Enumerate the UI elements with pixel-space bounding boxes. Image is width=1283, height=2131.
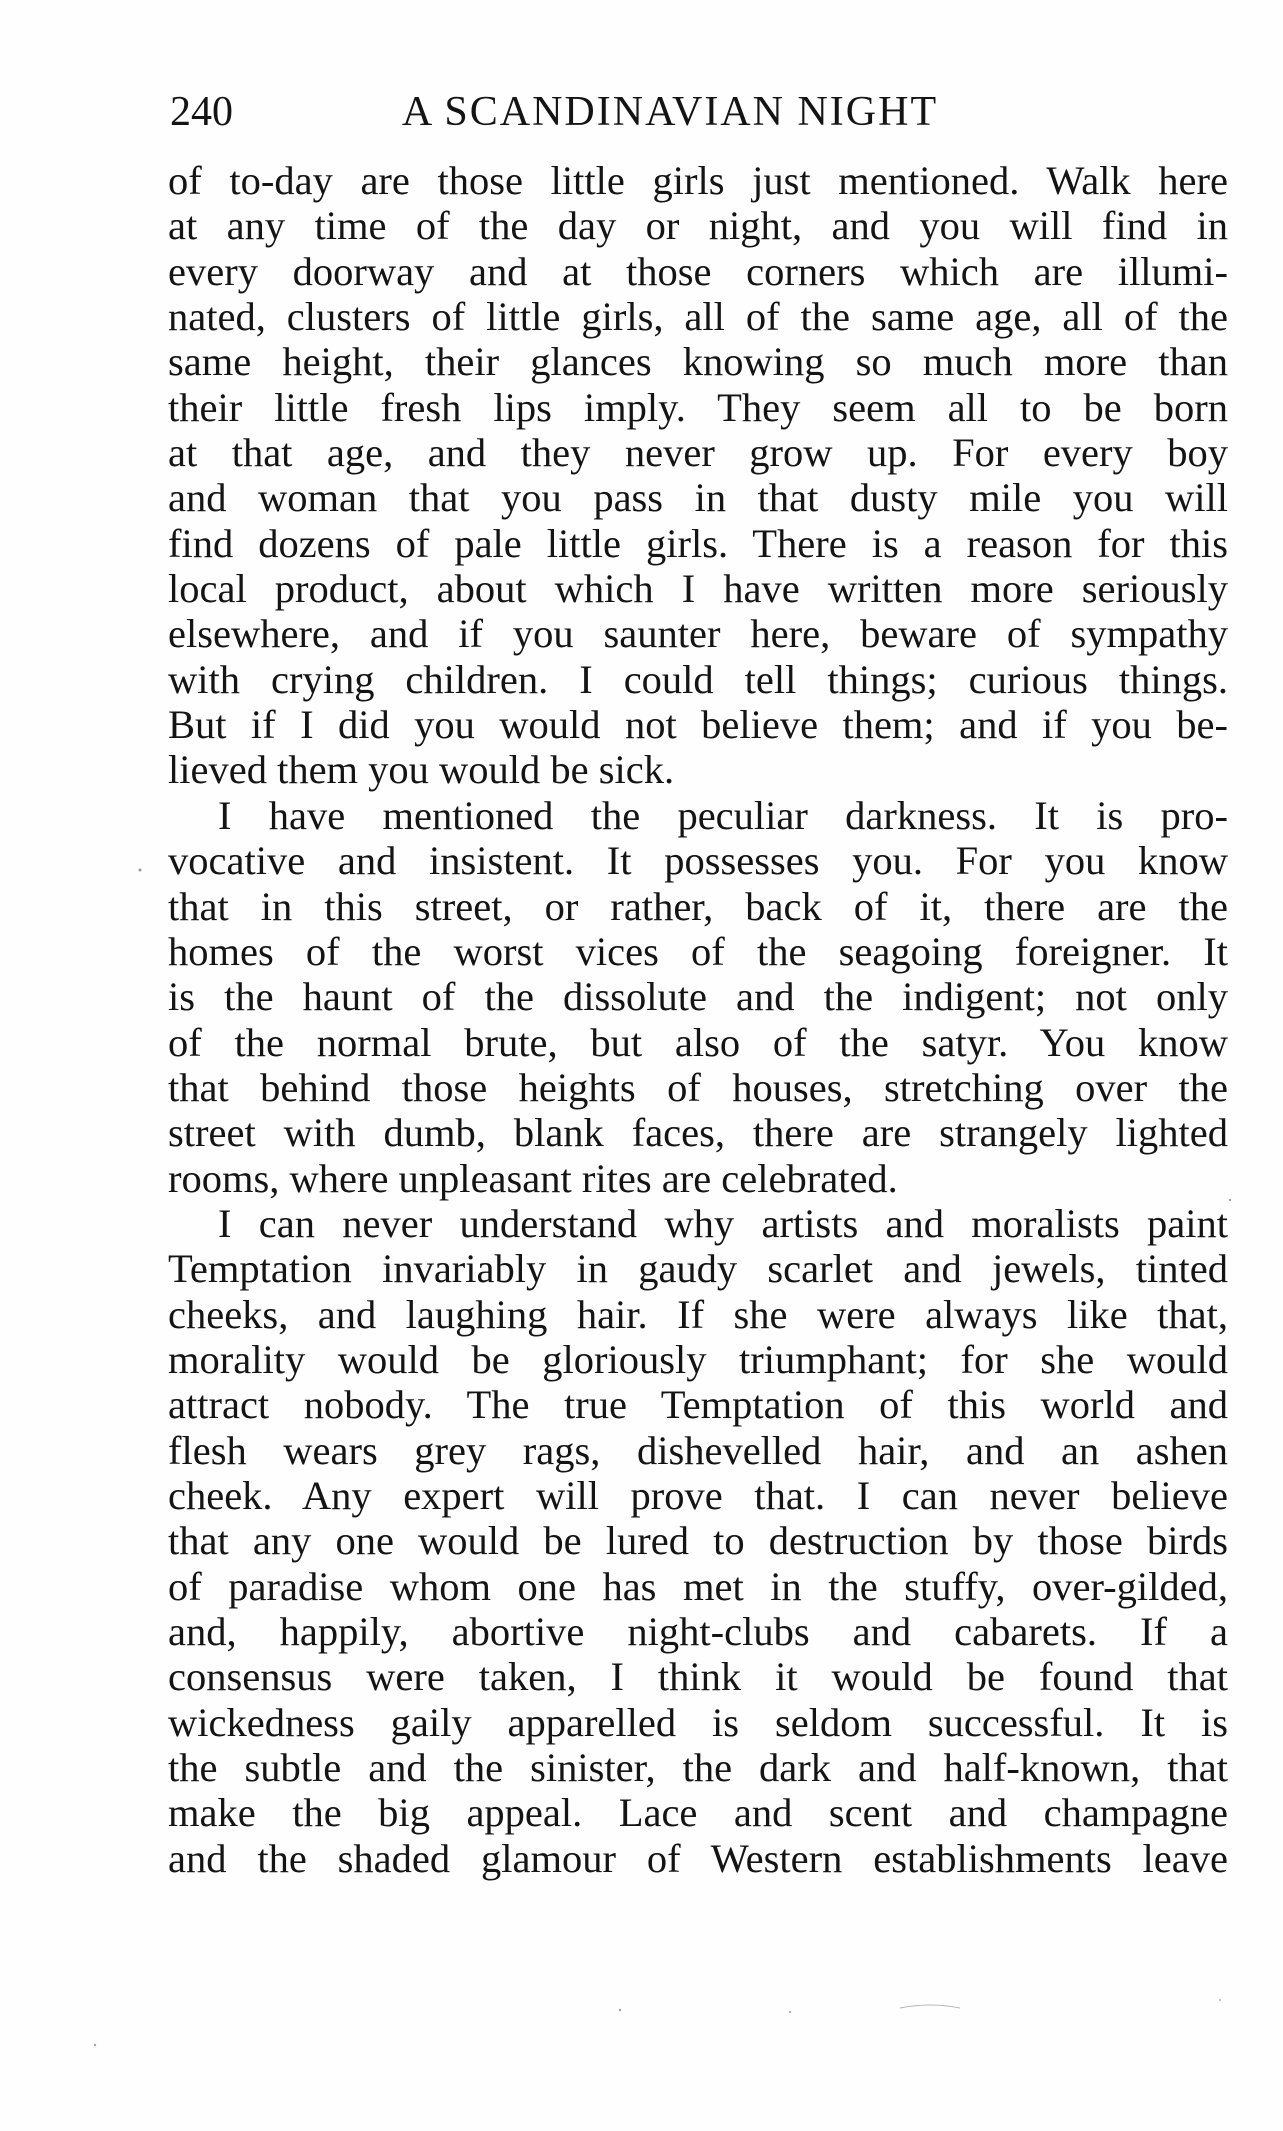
text-line: the subtle and the sinister, the dark and half-known, that — [168, 1745, 1228, 1791]
text-line: rooms, where unpleasant rites are celebrated. — [168, 1155, 898, 1201]
text-line: same height, their glances knowing so much more than — [168, 339, 1228, 385]
body-text — [168, 158, 1228, 1881]
text-line: consensus were taken, I think it would be found that — [168, 1654, 1228, 1700]
text-line: that in this street, or rather, back of it, there are the — [168, 883, 1228, 929]
text-line: their little fresh lips imply. They seem all to be born — [168, 384, 1228, 430]
text-line: street with dumb, blank faces, there are strangely lighted — [168, 1110, 1228, 1156]
text-line: at that age, and they never grow up. For every boy — [168, 430, 1228, 476]
text-line: and, happily, abortive night-clubs and cabarets. If a — [168, 1609, 1228, 1654]
text-line: lieved them you would be sick. — [168, 747, 675, 793]
text-line: and woman that you pass in that dusty mile you will — [168, 475, 1228, 521]
text-line: local product, about which I have written more seriously — [168, 566, 1228, 612]
text-line: find dozens of pale little girls. There is a reason for this — [168, 520, 1228, 566]
text-line: I have mentioned the peculiar darkness. It is pro- — [218, 792, 1228, 838]
running-title: A SCANDINAVIAN NIGHT — [401, 89, 939, 135]
text-line: morality would be gloriously triumphant; for she would — [168, 1336, 1228, 1382]
text-line: But if I did you would not believe them; and if you be- — [168, 702, 1228, 748]
text-line: wickedness gaily apparelled is seldom successful. It is — [168, 1699, 1228, 1745]
text-line: cheek. Any expert will prove that. I can never believe — [168, 1472, 1228, 1518]
text-line: with crying children. I could tell things; curious things. — [168, 656, 1228, 702]
text-line: and the shaded glamour of Western establishments leave — [168, 1835, 1228, 1881]
text-line: nated, clusters of little girls, all of the same age, all of the — [168, 294, 1228, 340]
text-line: of the normal brute, but also of the satyr. You know — [168, 1019, 1228, 1065]
running-head — [170, 82, 1220, 142]
text-line: make the big appeal. Lace and scent and champagne — [168, 1790, 1228, 1836]
text-line: every doorway and at those corners which are illumi- — [168, 248, 1228, 294]
text-line: cheeks, and laughing hair. If she were always like that, — [168, 1291, 1228, 1337]
text-line: vocative and insistent. It possesses you. For you know — [168, 838, 1228, 884]
text-line: that any one would be lured to destruction by those birds — [168, 1518, 1228, 1564]
text-line: I can never understand why artists and moralists paint — [218, 1200, 1228, 1246]
text-line: attract nobody. The true Temptation of this world and — [168, 1382, 1228, 1428]
text-line: that behind those heights of houses, stretching over the — [168, 1064, 1228, 1110]
text-line: Temptation invariably in gaudy scarlet and jewels, tinted — [168, 1246, 1228, 1292]
text-line: is the haunt of the dissolute and the indigent; not only — [168, 974, 1228, 1020]
text-line: of paradise whom one has met in the stuffy, over-gilded, — [168, 1563, 1228, 1609]
text-line: homes of the worst vices of the seagoing foreigner. It — [168, 928, 1228, 974]
text-line: elsewhere, and if you saunter here, beware of sympathy — [168, 611, 1228, 657]
text-line: of to-day are those little girls just mentioned. Walk here — [168, 158, 1228, 203]
page-number: 240 — [170, 89, 233, 135]
text-line: flesh wears grey rags, dishevelled hair, and an ashen — [168, 1427, 1228, 1473]
text-line: at any time of the day or night, and you will find in — [168, 203, 1228, 249]
